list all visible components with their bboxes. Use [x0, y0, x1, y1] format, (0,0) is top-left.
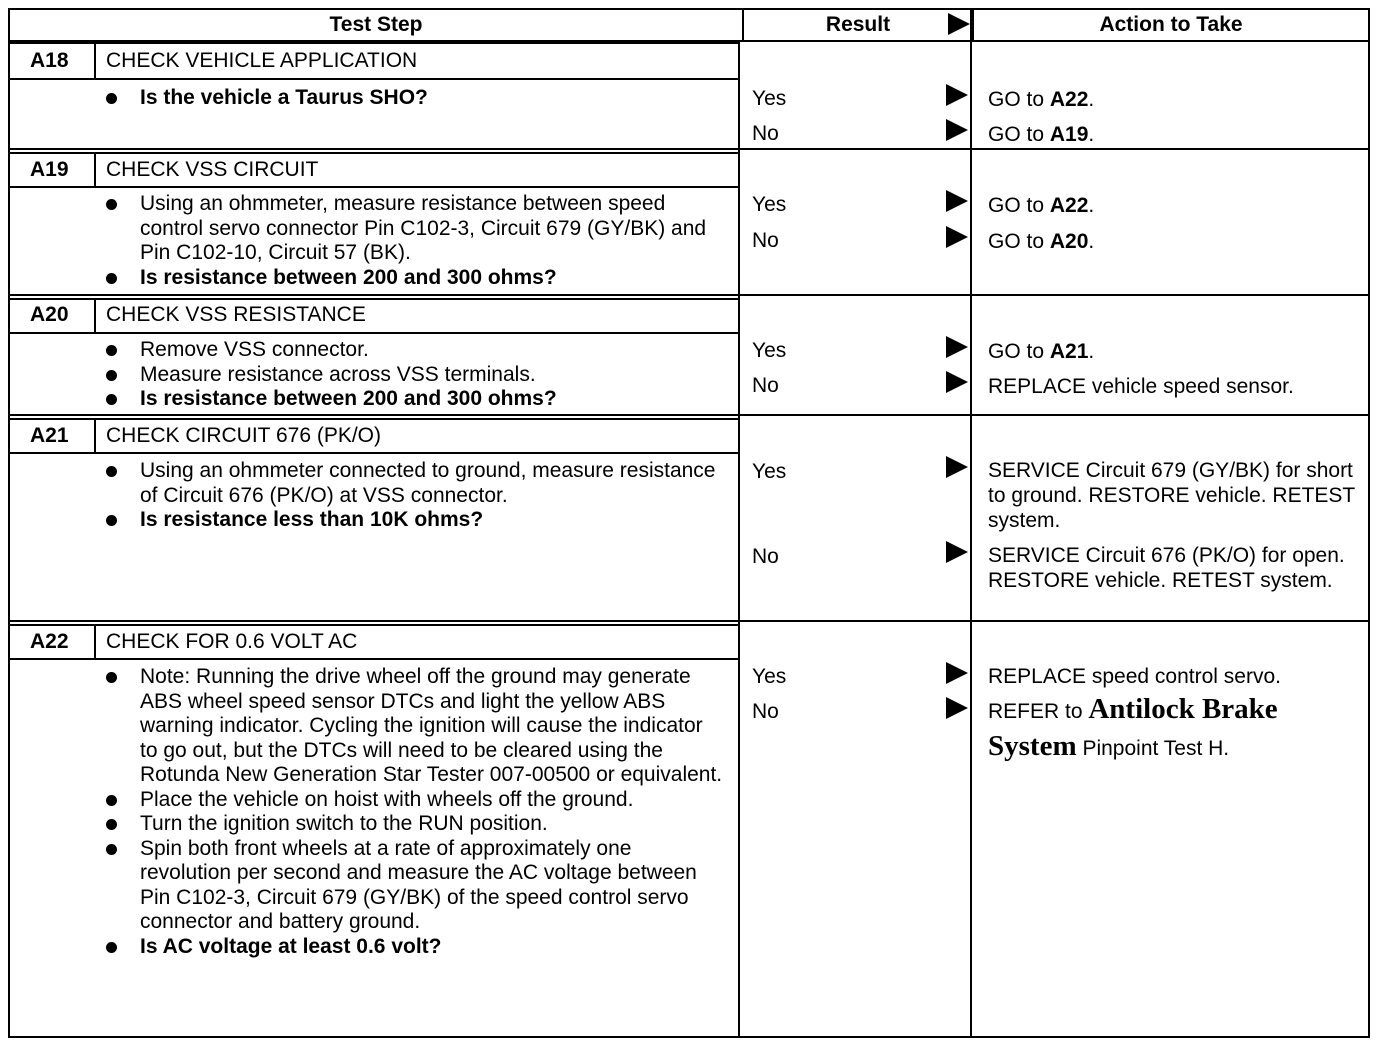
step-id: A19: [30, 158, 69, 181]
result-no: No: [752, 374, 779, 397]
bullet-text: Remove VSS connector.: [140, 338, 369, 361]
action-text: REFER to Antilock Brake System Pinpoint Test H.: [988, 693, 1278, 762]
result-yes: Yes: [752, 193, 787, 216]
bullet-text: Measure resistance across VSS terminals.: [140, 362, 536, 386]
step-title: CHECK VSS CIRCUIT: [106, 158, 319, 181]
step-id: A18: [30, 49, 69, 72]
action-text: GO to A21.: [988, 340, 1095, 363]
action-text: GO to A22.: [988, 88, 1095, 111]
bullet-text: Using an ohmmeter connected to ground, measure resistance of Circuit 676 (PK/O) at VSS connector.: [140, 459, 716, 507]
action-text: GO to A22.: [988, 194, 1095, 217]
step-id: A22: [30, 630, 69, 653]
result-yes: Yes: [752, 460, 787, 483]
bullet-text: Is resistance between 200 and 300 ohms?: [140, 265, 557, 289]
bullet-text: Is the vehicle a Taurus SHO?: [140, 86, 428, 109]
header-action: Action to Take: [972, 8, 1370, 42]
bullet-text: Is resistance less than 10K ohms?: [140, 508, 484, 531]
column-divider: [970, 8, 972, 1038]
step-id: A21: [30, 424, 69, 447]
bullet-text: Note: Running the drive wheel off the ground may generate ABS wheel speed sensor DTCs and light the yellow ABS warning indicator. Cycling the ignition will cause the indicator to go out, but the DTCs will need to be cleared using the Rotunda New Generation Star Tester 007-00500 or equivalent.: [140, 665, 723, 786]
step-title: CHECK FOR 0.6 VOLT AC: [106, 630, 358, 653]
action-text: REPLACE vehicle speed sensor.: [988, 375, 1294, 398]
action-text: REPLACE speed control servo.: [988, 665, 1281, 688]
bullet-text: Using an ohmmeter, measure resistance between speed control servo connector Pin C102-3, Circuit 679 (GY/BK) and Pin C102-10, Circuit 57 (BK).: [140, 192, 707, 264]
action-text: GO to A20.: [988, 230, 1095, 253]
action-text: GO to A19.: [988, 123, 1095, 146]
step-title: CHECK VEHICLE APPLICATION: [106, 49, 418, 72]
bullet-text: Turn the ignition switch to the RUN position.: [140, 812, 548, 835]
step-id: A20: [30, 303, 69, 326]
table-outer-border: [8, 8, 1370, 1038]
action-text: SERVICE Circuit 679 (GY/BK) for short to ground. RESTORE vehicle. RETEST system.: [988, 459, 1355, 532]
step-title: CHECK CIRCUIT 676 (PK/O): [106, 424, 381, 447]
result-no: No: [752, 700, 779, 723]
result-yes: Yes: [752, 87, 787, 110]
result-yes: Yes: [752, 665, 787, 688]
result-no: No: [752, 229, 779, 252]
header-test-step: Test Step: [8, 8, 744, 42]
column-divider: [738, 42, 740, 1038]
diagnostic-table: [8, 8, 1370, 1038]
result-no: No: [752, 122, 779, 145]
action-text: SERVICE Circuit 676 (PK/O) for open. RESTORE vehicle. RETEST system.: [988, 544, 1345, 592]
bullet-text: Is resistance between 200 and 300 ohms?: [140, 387, 557, 410]
result-no: No: [752, 545, 779, 568]
bullet-text: Is AC voltage at least 0.6 volt?: [140, 934, 442, 958]
bullet-text: Spin both front wheels at a rate of approximately one revolution per second and measure the AC voltage between Pin C102-3, Circuit 679 (GY/BK) of the speed control servo connector and battery ground.: [140, 836, 697, 933]
result-yes: Yes: [752, 339, 787, 362]
step-title: CHECK VSS RESISTANCE: [106, 303, 366, 326]
header-result: Result: [742, 8, 974, 42]
bullet-text: Place the vehicle on hoist with wheels off the ground.: [140, 787, 634, 811]
